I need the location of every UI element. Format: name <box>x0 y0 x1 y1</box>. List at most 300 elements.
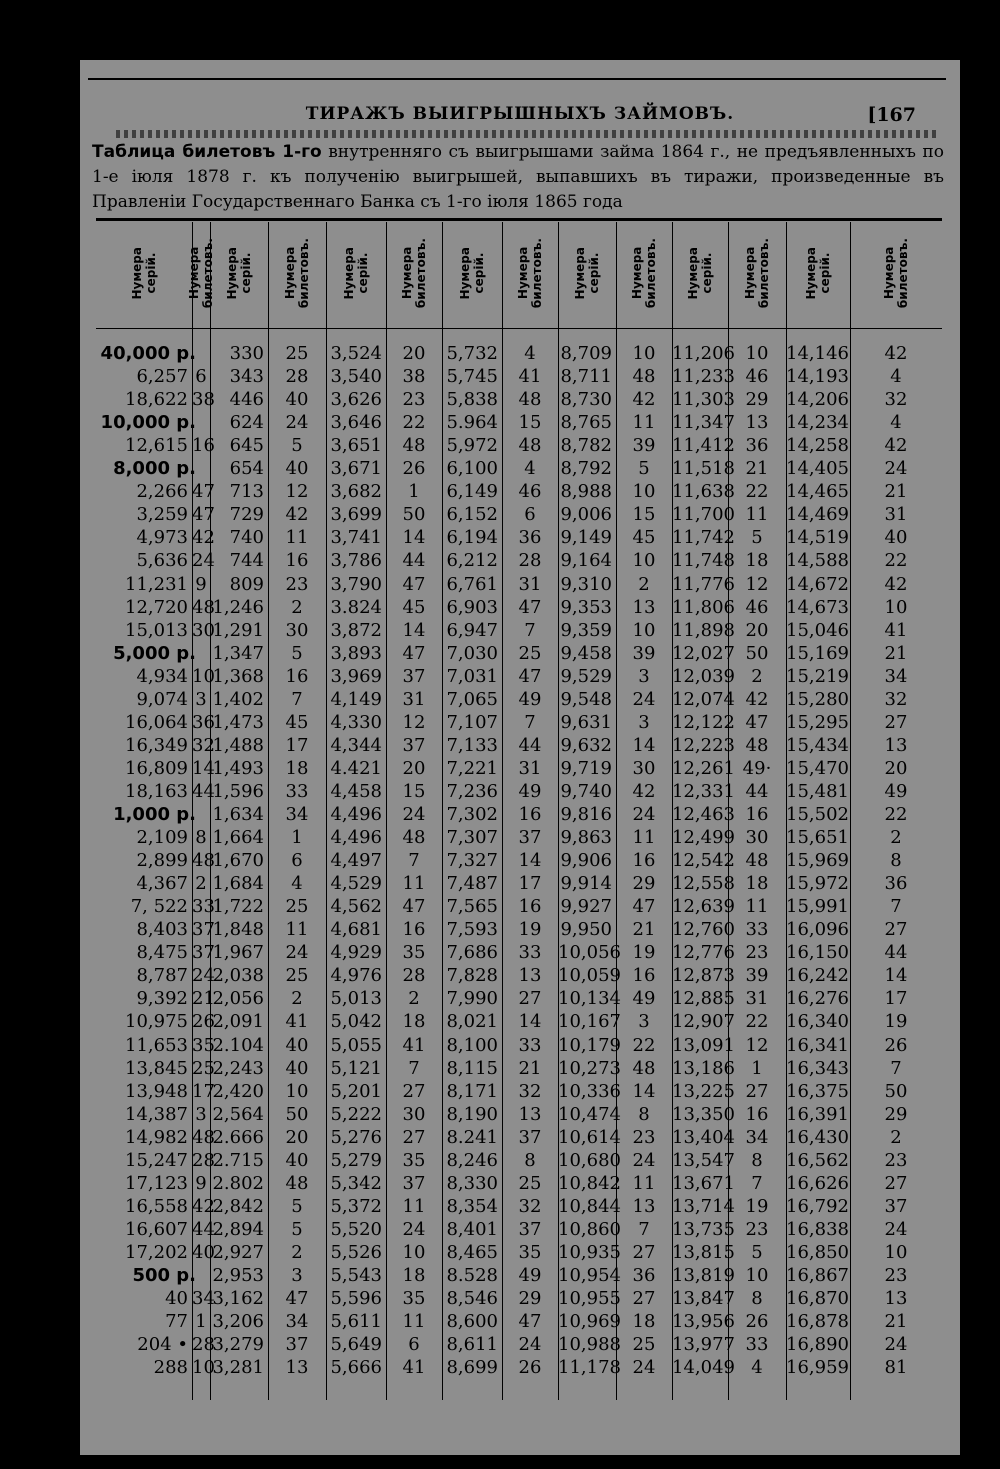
series-cell: 2,564 <box>212 1103 264 1125</box>
ticket-cell: 47 <box>192 481 215 503</box>
series-cell: 1,291 <box>212 619 264 641</box>
ticket-cell: 13 <box>884 1288 908 1310</box>
series-cell: 4,529 <box>330 873 382 895</box>
ticket-cell: 27 <box>745 1080 769 1102</box>
series-cell: 7,487 <box>446 873 498 895</box>
series-cell: 12,027 <box>672 642 735 664</box>
series-cell: 2,899 <box>136 850 188 872</box>
ticket-cell: 14 <box>518 1011 542 1033</box>
ticket-cell: 34 <box>884 665 908 687</box>
ticket-cell: 22 <box>745 1011 769 1033</box>
series-cell: 11,233 <box>672 366 735 388</box>
series-cell: 10,000 р. <box>100 412 196 434</box>
header-series-2 <box>210 222 268 324</box>
ticket-cell: 48 <box>285 1172 309 1194</box>
ticket-cell: 7 <box>751 1172 763 1194</box>
series-cell: 3,969 <box>330 665 382 687</box>
series-cell: 3,893 <box>330 642 382 664</box>
series-cell: 16,343 <box>786 1057 849 1079</box>
table-row <box>96 1149 942 1172</box>
series-cell: 7,031 <box>446 665 498 687</box>
ticket-cell: 47 <box>402 896 426 918</box>
series-cell: 1,402 <box>212 688 264 710</box>
column-header-row <box>96 222 942 324</box>
series-cell: 7,327 <box>446 850 498 872</box>
header-tickets-4 <box>502 222 558 324</box>
series-cell: 11,638 <box>672 481 735 503</box>
ticket-cell: 44 <box>884 942 908 964</box>
series-cell: 13,350 <box>672 1103 735 1125</box>
ticket-cell: 7 <box>890 896 902 918</box>
series-cell: 11,653 <box>125 1034 188 1056</box>
series-cell: 2.104 <box>212 1034 264 1056</box>
series-cell: 8,699 <box>446 1357 498 1379</box>
ticket-cell: 37 <box>518 827 542 849</box>
series-cell: 12,074 <box>672 688 735 710</box>
ticket-cell: 8 <box>638 1103 650 1125</box>
series-cell: 9,632 <box>560 734 612 756</box>
ticket-cell: 12 <box>285 481 309 503</box>
series-cell: 6,152 <box>446 504 498 526</box>
wavy-rule <box>116 130 940 138</box>
series-cell: 10,059 <box>558 965 621 987</box>
ticket-cell: 10 <box>192 665 215 687</box>
ticket-cell: 40 <box>285 1057 309 1079</box>
series-cell: 10,955 <box>558 1288 621 1310</box>
series-cell: 1,246 <box>212 596 264 618</box>
series-cell: 14,673 <box>786 596 849 618</box>
table-row <box>96 1264 942 1287</box>
series-cell: 16,150 <box>786 942 849 964</box>
series-cell: 8,403 <box>136 919 188 941</box>
series-cell: 13,671 <box>672 1172 735 1194</box>
ticket-cell: 10 <box>745 343 769 364</box>
series-cell: 16,959 <box>786 1357 849 1379</box>
ticket-cell: 19 <box>518 919 542 941</box>
series-cell: 16,838 <box>786 1218 849 1240</box>
header-series-6 <box>672 222 728 324</box>
series-cell: 5,201 <box>330 1080 382 1102</box>
ticket-cell: 13 <box>745 412 769 434</box>
ticket-cell: 48 <box>632 366 656 388</box>
series-cell: 10,179 <box>558 1034 621 1056</box>
series-cell: 4,496 <box>330 827 382 849</box>
ticket-cell: 37 <box>402 665 426 687</box>
header-series-7 <box>786 222 850 324</box>
series-cell: 5,666 <box>330 1357 382 1379</box>
ticket-cell: 24 <box>402 804 426 825</box>
ticket-cell: 42 <box>285 504 309 526</box>
ticket-cell: 7 <box>524 619 536 641</box>
series-cell: 8,475 <box>136 942 188 964</box>
series-cell: 7,065 <box>446 688 498 710</box>
series-cell: 16,626 <box>786 1172 849 1194</box>
series-cell: 16,391 <box>786 1103 849 1125</box>
series-cell: 3,786 <box>330 550 382 572</box>
series-cell: 809 <box>229 573 264 595</box>
ticket-cell: 23 <box>884 1149 908 1171</box>
ticket-cell: 16 <box>285 550 309 572</box>
series-cell: 9,548 <box>560 688 612 710</box>
series-cell: 9,149 <box>560 527 612 549</box>
series-cell: 5,596 <box>330 1288 382 1310</box>
ticket-cell: 29 <box>884 1103 908 1125</box>
ticket-cell: 35 <box>518 1241 542 1263</box>
ticket-cell: 27 <box>402 1080 426 1102</box>
ticket-cell: 6 <box>524 504 536 526</box>
series-cell: 13,547 <box>672 1149 735 1171</box>
series-cell: 10,474 <box>558 1103 621 1125</box>
series-cell: 8,730 <box>560 389 612 411</box>
series-cell: 8,246 <box>446 1149 498 1171</box>
page-number: [167 <box>867 104 916 126</box>
ticket-cell: 48 <box>745 734 769 756</box>
series-cell: 5,222 <box>330 1103 382 1125</box>
ticket-cell: 26 <box>518 1357 542 1379</box>
series-cell: 11,303 <box>672 389 735 411</box>
ticket-cell: 4 <box>524 343 536 364</box>
series-cell: 12,499 <box>672 827 735 849</box>
ticket-cell: 24 <box>884 1334 908 1356</box>
series-cell: 1,488 <box>212 734 264 756</box>
series-cell: 3,790 <box>330 573 382 595</box>
ticket-cell: 1 <box>195 1311 207 1333</box>
series-cell: 5,276 <box>330 1126 382 1148</box>
ticket-cell: 11 <box>632 412 656 434</box>
ticket-cell: 2 <box>291 596 303 618</box>
series-cell: 8,611 <box>446 1334 498 1356</box>
series-cell: 10,056 <box>558 942 621 964</box>
ticket-cell: 42 <box>632 389 656 411</box>
series-cell: 10,988 <box>558 1334 621 1356</box>
series-cell: 13,714 <box>672 1195 735 1217</box>
series-cell: 11,178 <box>558 1357 621 1379</box>
ticket-cell: 9 <box>195 573 207 595</box>
series-cell: 16,558 <box>125 1195 188 1217</box>
ticket-cell: 24 <box>192 965 215 987</box>
table-row <box>96 1356 942 1379</box>
series-cell: 15,247 <box>125 1149 188 1171</box>
ticket-cell: 10 <box>632 619 656 641</box>
ticket-cell: 37 <box>402 734 426 756</box>
ticket-cell: 16 <box>632 850 656 872</box>
ticket-cell: 22 <box>884 804 908 825</box>
ticket-cell: 14 <box>518 850 542 872</box>
table-row <box>96 872 942 895</box>
ticket-cell: 3 <box>195 1103 207 1125</box>
ticket-cell: 10 <box>745 1265 769 1286</box>
ticket-cell: 21 <box>884 642 908 664</box>
series-cell: 8,782 <box>560 435 612 457</box>
ticket-cell: 8 <box>751 1149 763 1171</box>
header-tickets-label: Нумера билетовъ. <box>400 237 428 309</box>
header-series-label: Нумера серій. <box>225 246 253 300</box>
ticket-cell: 21 <box>884 481 908 503</box>
series-cell: 6,194 <box>446 527 498 549</box>
ticket-cell: 48 <box>402 827 426 849</box>
ticket-cell: 39 <box>632 435 656 457</box>
series-cell: 8,100 <box>446 1034 498 1056</box>
series-cell: 16,792 <box>786 1195 849 1217</box>
table-row <box>96 803 942 826</box>
series-cell: 8.528 <box>446 1265 498 1286</box>
series-cell: 14,206 <box>786 389 849 411</box>
series-cell: 5,526 <box>330 1241 382 1263</box>
series-cell: 9,816 <box>560 804 612 825</box>
table-row <box>96 1333 942 1356</box>
series-cell: 2,894 <box>212 1218 264 1240</box>
ticket-cell: 45 <box>402 596 426 618</box>
ticket-cell: 11 <box>402 1311 426 1333</box>
table-row <box>96 1126 942 1149</box>
header-series-5 <box>558 222 616 324</box>
ticket-cell: 1 <box>408 481 420 503</box>
series-cell: 8,115 <box>446 1057 498 1079</box>
ticket-cell: 42 <box>192 527 215 549</box>
ticket-cell: 16 <box>518 896 542 918</box>
ticket-cell: 7 <box>291 688 303 710</box>
series-cell: 12,463 <box>672 804 735 825</box>
series-cell: 12,720 <box>125 596 188 618</box>
table-row <box>96 849 942 872</box>
series-cell: 4,367 <box>136 873 188 895</box>
ticket-cell: 23 <box>745 1218 769 1240</box>
series-cell: 5,611 <box>330 1311 382 1333</box>
series-cell: 713 <box>229 481 264 503</box>
series-cell: 7, 522 <box>130 896 188 918</box>
running-title: ТИРАЖЪ ВЫИГРЫШНЫХЪ ЗАЙМОВЪ. <box>305 104 735 124</box>
series-cell: 14,234 <box>786 412 849 434</box>
series-cell: 1,596 <box>212 780 264 802</box>
series-cell: 15,280 <box>786 688 849 710</box>
table-row <box>96 1010 942 1033</box>
ticket-cell: 48 <box>518 435 542 457</box>
ticket-cell: 6 <box>291 850 303 872</box>
series-cell: 9,164 <box>560 550 612 572</box>
ticket-cell: 17 <box>884 988 908 1010</box>
series-cell: 1,368 <box>212 665 264 687</box>
series-cell: 5,972 <box>446 435 498 457</box>
ticket-cell: 35 <box>402 942 426 964</box>
series-cell: 18,622 <box>125 389 188 411</box>
series-cell: 16,850 <box>786 1241 849 1263</box>
series-cell: 14,672 <box>786 573 849 595</box>
series-cell: 740 <box>229 527 264 549</box>
ticket-cell: 23 <box>884 1265 908 1286</box>
header-tickets-3 <box>386 222 442 324</box>
series-cell: 11,742 <box>672 527 735 549</box>
ticket-cell: 24 <box>518 1334 542 1356</box>
header-series-label: Нумера серій. <box>342 246 370 300</box>
ticket-cell: 7 <box>408 1057 420 1079</box>
ticket-cell: 22 <box>745 481 769 503</box>
series-cell: 12,542 <box>672 850 735 872</box>
series-cell: 2,266 <box>136 481 188 503</box>
ticket-cell: 10 <box>285 1080 309 1102</box>
series-cell: 2.666 <box>212 1126 264 1148</box>
table-row <box>96 549 942 572</box>
series-cell: 16,096 <box>786 919 849 941</box>
series-cell: 9,950 <box>560 919 612 941</box>
series-cell: 5,520 <box>330 1218 382 1240</box>
series-cell: 204 • <box>137 1334 188 1356</box>
series-cell: 8,709 <box>560 343 612 364</box>
header-tickets-label: Нумера билетовъ. <box>187 237 215 309</box>
ticket-cell: 35 <box>192 1034 215 1056</box>
table-row <box>96 388 942 411</box>
header-tickets-1 <box>187 222 215 324</box>
ticket-cell: 19 <box>745 1195 769 1217</box>
series-cell: 2.715 <box>212 1149 264 1171</box>
series-cell: 4,973 <box>136 527 188 549</box>
series-cell: 4,344 <box>330 734 382 756</box>
ticket-cell: 48 <box>745 850 769 872</box>
series-cell: 7,107 <box>446 711 498 733</box>
table-row <box>96 1080 942 1103</box>
table-row <box>96 342 942 365</box>
ticket-cell: 31 <box>518 573 542 595</box>
ticket-cell: 11 <box>632 827 656 849</box>
ticket-cell: 7 <box>890 1057 902 1079</box>
ticket-cell: 44 <box>192 1218 215 1240</box>
ticket-cell: 7 <box>638 1218 650 1240</box>
series-cell: 11,412 <box>672 435 735 457</box>
series-cell: 7,030 <box>446 642 498 664</box>
header-rule <box>96 218 942 221</box>
series-cell: 9,074 <box>136 688 188 710</box>
ticket-cell: 28 <box>285 366 309 388</box>
table-row <box>96 526 942 549</box>
series-cell: 3,259 <box>136 504 188 526</box>
ticket-cell: 10 <box>884 1241 908 1263</box>
ticket-cell <box>192 411 210 434</box>
series-cell: 4.421 <box>330 757 382 779</box>
series-cell: 5,745 <box>446 366 498 388</box>
series-cell: 14,193 <box>786 366 849 388</box>
ticket-cell: 41 <box>285 1011 309 1033</box>
series-cell: 4,497 <box>330 850 382 872</box>
series-cell: 13,404 <box>672 1126 735 1148</box>
ticket-cell: 42 <box>632 780 656 802</box>
ticket-cell: 18 <box>745 873 769 895</box>
series-cell: 14,405 <box>786 458 849 480</box>
ticket-cell: 7 <box>408 850 420 872</box>
series-cell: 4,929 <box>330 942 382 964</box>
ticket-cell: 42 <box>884 435 908 457</box>
series-cell: 10,954 <box>558 1265 621 1286</box>
series-cell: 5,636 <box>136 550 188 572</box>
series-cell: 3,699 <box>330 504 382 526</box>
ticket-cell: 34 <box>285 1311 309 1333</box>
table-row <box>96 734 942 757</box>
series-cell: 5,649 <box>330 1334 382 1356</box>
header-series-4 <box>442 222 502 324</box>
series-cell: 2,420 <box>212 1080 264 1102</box>
ticket-cell: 15 <box>402 780 426 802</box>
series-cell: 16,430 <box>786 1126 849 1148</box>
ticket-cell: 40 <box>884 527 908 549</box>
ticket-cell: 1 <box>751 1057 763 1079</box>
series-cell: 10,614 <box>558 1126 621 1148</box>
series-cell: 1,967 <box>212 942 264 964</box>
series-cell: 5,543 <box>330 1265 382 1286</box>
ticket-cell: 33 <box>745 1334 769 1356</box>
series-cell: 14,588 <box>786 550 849 572</box>
ticket-cell: 47 <box>518 1311 542 1333</box>
series-cell: 3,162 <box>212 1288 264 1310</box>
series-cell: 16,878 <box>786 1311 849 1333</box>
series-cell: 6,947 <box>446 619 498 641</box>
ticket-cell: 27 <box>884 919 908 941</box>
table-row <box>96 711 942 734</box>
series-cell: 13,956 <box>672 1311 735 1333</box>
series-cell: 15,972 <box>786 873 849 895</box>
ticket-cell: 50 <box>745 642 769 664</box>
series-cell: 2,056 <box>212 988 264 1010</box>
series-cell: 6,903 <box>446 596 498 618</box>
series-cell: 624 <box>229 412 264 434</box>
ticket-cell: 6 <box>408 1334 420 1356</box>
ticket-cell: 24 <box>285 412 309 434</box>
ticket-cell: 49 <box>518 780 542 802</box>
series-cell: 12,331 <box>672 780 735 802</box>
series-cell: 3,651 <box>330 435 382 457</box>
ticket-cell: 16 <box>192 435 215 457</box>
series-cell: 14,519 <box>786 527 849 549</box>
ticket-cell: 47 <box>402 642 426 664</box>
header-series-1 <box>96 222 192 324</box>
ticket-cell: 39 <box>745 965 769 987</box>
series-cell: 2,038 <box>212 965 264 987</box>
series-cell: 7,990 <box>446 988 498 1010</box>
series-cell: 8,546 <box>446 1288 498 1310</box>
series-cell: 3,671 <box>330 458 382 480</box>
ticket-cell: 18 <box>402 1011 426 1033</box>
ticket-cell: 11 <box>402 873 426 895</box>
ticket-cell: 36 <box>884 873 908 895</box>
series-cell: 14,049 <box>672 1357 735 1379</box>
ticket-cell: 36 <box>632 1265 656 1286</box>
series-cell: 16,607 <box>125 1218 188 1240</box>
series-cell: 5,013 <box>330 988 382 1010</box>
ticket-cell: 10 <box>402 1241 426 1263</box>
ticket-cell: 47 <box>402 573 426 595</box>
ticket-cell: 38 <box>192 389 215 411</box>
series-cell: 40,000 р. <box>100 343 196 364</box>
header-tickets-label: Нумера билетовъ. <box>743 237 771 309</box>
ticket-cell: 33 <box>518 1034 542 1056</box>
series-cell: 9,310 <box>560 573 612 595</box>
ticket-cell: 28 <box>192 1334 215 1356</box>
ticket-cell: 40 <box>285 458 309 480</box>
ticket-cell: 13 <box>884 734 908 756</box>
ticket-cell: 4 <box>890 366 902 388</box>
series-cell: 14,469 <box>786 504 849 526</box>
ticket-cell: 46 <box>745 596 769 618</box>
ticket-cell: 20 <box>745 619 769 641</box>
header-tickets-6 <box>728 222 786 324</box>
ticket-cell: 15 <box>632 504 656 526</box>
series-cell: 16,809 <box>125 757 188 779</box>
ticket-cell <box>192 803 210 826</box>
series-cell: 6,257 <box>136 366 188 388</box>
ticket-cell: 37 <box>884 1195 908 1217</box>
ticket-cell: 13 <box>285 1357 309 1379</box>
series-cell: 13,819 <box>672 1265 735 1286</box>
ticket-cell: 5 <box>291 1195 303 1217</box>
series-cell: 5,342 <box>330 1172 382 1194</box>
series-cell: 17,202 <box>125 1241 188 1263</box>
